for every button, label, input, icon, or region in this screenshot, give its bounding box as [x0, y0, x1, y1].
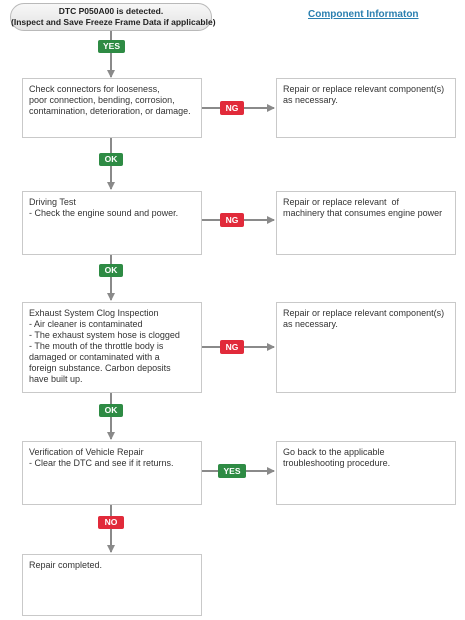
step-3-result-line: Repair or replace relevant component(s) — [283, 308, 445, 318]
step-5-line: Repair completed. — [29, 560, 103, 570]
step-4-line: - Clear the DTC and see if it returns. — [29, 458, 174, 468]
step-1-line: poor connection, bending, corrosion, — [29, 95, 175, 105]
step-3-result-line: as necessary. — [283, 319, 338, 329]
dtc-header-line1: DTC P050A00 is detected. — [58, 6, 164, 16]
step-3-line: - The mouth of the throttle body is — [29, 341, 164, 351]
step-3-line: Exhaust System Clog Inspection — [29, 308, 159, 318]
step-3-line: have built up. — [29, 374, 83, 384]
step-2-box — [22, 191, 202, 255]
step-4-result-box — [276, 441, 456, 505]
step-1-result-line: Repair or replace relevant component(s) — [283, 84, 445, 94]
ok-badge: OK — [99, 404, 123, 417]
step-3-result-box — [276, 302, 456, 393]
dtc-header-line2: (Inspect and Save Freeze Frame Data if applicable) — [11, 17, 216, 27]
ng-badge: NG — [220, 101, 244, 115]
step-3-box — [22, 302, 202, 393]
ng-badge: NG — [220, 340, 244, 354]
step-2-line: - Check the engine sound and power. — [29, 208, 179, 218]
ok-badge: OK — [99, 264, 123, 277]
step-4-box — [22, 441, 202, 505]
step-1-result-line: as necessary. — [283, 95, 338, 105]
step-5-box — [22, 554, 202, 616]
step-1-line: Check connectors for looseness, — [29, 84, 160, 94]
step-2-result-box — [276, 191, 456, 255]
step-4-result-line: troubleshooting procedure. — [283, 458, 391, 468]
step-3-line: - The exhaust system hose is clogged — [29, 330, 180, 340]
yes-badge: YES — [218, 464, 246, 478]
step-3-line: - Air cleaner is contaminated — [29, 319, 143, 329]
step-2-result-line: machinery that consumes engine power — [283, 208, 443, 218]
step-1-result-box — [276, 78, 456, 138]
step-1-box — [22, 78, 202, 138]
step-2-line: Driving Test — [29, 197, 76, 207]
component-information-link[interactable]: Component Informaton — [308, 9, 419, 20]
step-4-line: Verification of Vehicle Repair — [29, 447, 144, 457]
dtc-header — [10, 3, 216, 31]
ok-badge: OK — [99, 153, 123, 166]
step-2-result-line: Repair or replace relevant of — [283, 197, 400, 207]
step-4-result-line: Go back to the applicable — [283, 447, 385, 457]
ng-badge: NG — [220, 213, 244, 227]
no-badge: NO — [98, 516, 124, 529]
yes-badge: YES — [98, 40, 125, 53]
step-1-line: contamination, deterioration, or damage. — [29, 106, 191, 116]
step-3-line: damaged or contaminated with a — [29, 352, 160, 362]
step-3-line: foreign substance. Carbon deposits — [29, 363, 171, 373]
